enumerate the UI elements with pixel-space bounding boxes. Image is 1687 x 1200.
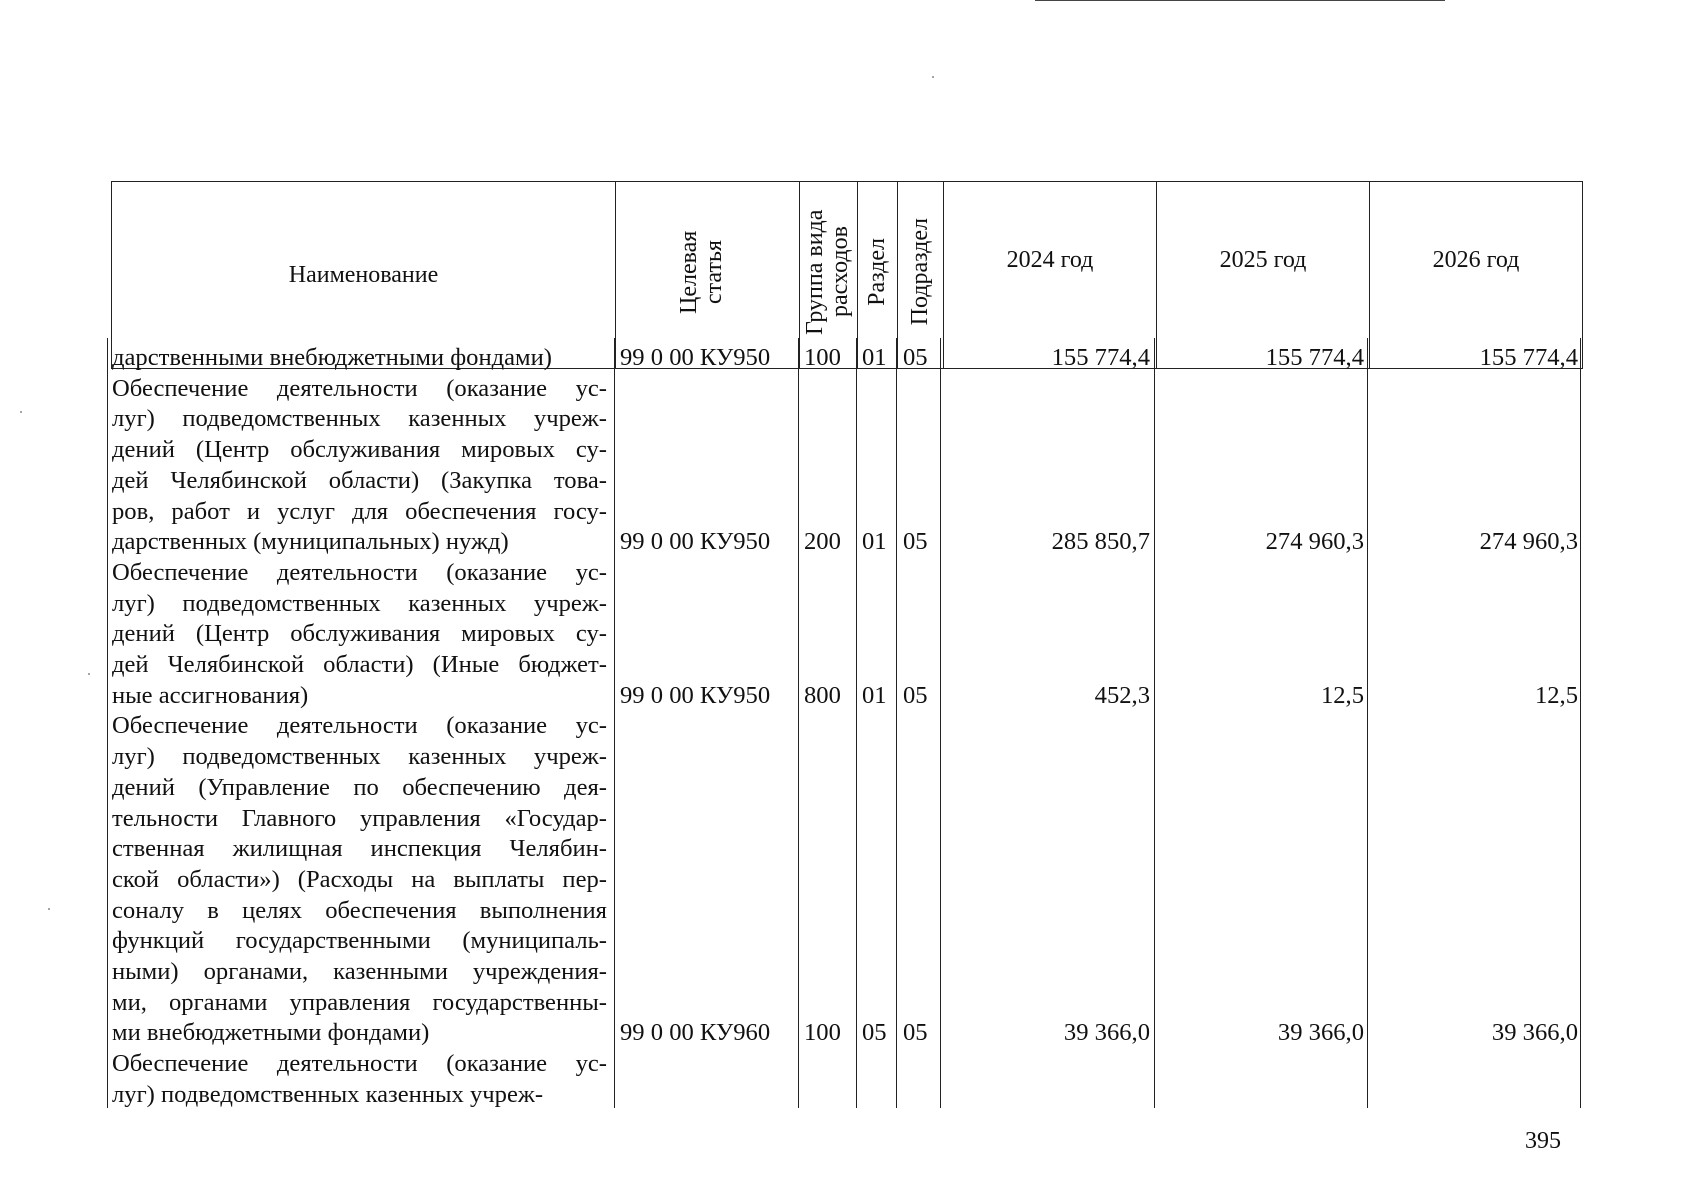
- cell-year-2024: 39 366,0: [1063, 1019, 1150, 1047]
- cell-target-article: 99 0 00 КУ950: [620, 681, 771, 709]
- cell-expense-group: 100: [804, 344, 841, 371]
- cell-target-article: 99 0 00 КУ950: [620, 528, 771, 556]
- row-name: [112, 374, 607, 558]
- name-line: луг) подведомственных казенных учреж-: [112, 405, 607, 433]
- cell-section: 05: [862, 1019, 887, 1047]
- cell-year-2025: 155 774,4: [1265, 344, 1364, 371]
- cell-expense-group: 100: [804, 1019, 841, 1047]
- column-border: [1367, 338, 1368, 1108]
- name-line: Обеспечение деятельности (оказание ус-: [112, 374, 607, 402]
- name-line: Обеспечение деятельности (оказание ус-: [112, 558, 607, 586]
- name-line: дений (Центр обслуживания мировых су-: [112, 620, 607, 648]
- header-expense-group: Группа вида расходов: [800, 182, 858, 369]
- column-border: [896, 338, 897, 1108]
- header-year-2026: 2026 год: [1370, 182, 1583, 369]
- cell-year-2024: 452,3: [1094, 681, 1150, 709]
- name-line: функций государственными (муниципаль-: [112, 927, 607, 955]
- cell-expense-group: 800: [804, 681, 841, 709]
- cell-year-2026: 155 774,4: [1479, 344, 1578, 371]
- name-line: ные ассигнования): [112, 681, 309, 709]
- cell-year-2025: 12,5: [1320, 681, 1364, 709]
- column-border: [940, 338, 941, 1108]
- name-line: тельности Главного управления «Государ-: [112, 804, 607, 832]
- name-line: дарственных (муниципальных) нужд): [112, 528, 509, 556]
- row-name: [112, 1049, 607, 1110]
- name-line: ми, органами управления государственны-: [112, 988, 607, 1016]
- row-name: [112, 343, 607, 374]
- name-line: ми внебюджетными фондами): [112, 1019, 430, 1047]
- row-name: [112, 558, 607, 712]
- cell-subsection: 05: [903, 344, 928, 371]
- cell-year-2026: 274 960,3: [1479, 528, 1578, 556]
- name-line: дей Челябинской области) (Закупка това-: [112, 466, 607, 494]
- scan-speck: [932, 76, 934, 78]
- header-target-article: Целевая статья: [616, 182, 800, 369]
- cell-target-article: 99 0 00 КУ960: [620, 1019, 771, 1047]
- column-border: [614, 338, 615, 1108]
- name-line: ственная жилищная инспекция Челябин-: [112, 835, 607, 863]
- name-line: луг) подведомственных казенных учреж-: [112, 1080, 544, 1108]
- name-line: ными) органами, казенными учреждения-: [112, 958, 607, 986]
- top-rule: [1035, 0, 1445, 1]
- name-line: ров, работ и услуг для обеспечения госу-: [112, 497, 607, 525]
- scan-speck: [20, 411, 22, 413]
- column-border: [1154, 338, 1155, 1108]
- header-subsection: Подраздел: [898, 182, 944, 369]
- cell-year-2025: 39 366,0: [1277, 1019, 1364, 1047]
- header-section: Раздел: [858, 182, 898, 369]
- cell-year-2025: 274 960,3: [1265, 528, 1364, 556]
- column-border: [1580, 338, 1581, 1108]
- name-line: ской области») (Расходы на выплаты пер-: [112, 865, 607, 893]
- scan-speck: [88, 673, 90, 675]
- name-line: дей Челябинской области) (Иные бюджет-: [112, 651, 607, 678]
- cell-subsection: 05: [903, 681, 928, 709]
- name-line: луг) подведомственных казенных учреж-: [112, 589, 607, 617]
- name-line: Обеспечение деятельности (оказание ус-: [112, 712, 607, 740]
- cell-subsection: 05: [903, 528, 928, 556]
- cell-section: 01: [862, 681, 887, 709]
- cell-section: 01: [862, 528, 887, 556]
- cell-year-2024: 155 774,4: [1051, 344, 1150, 371]
- name-line: луг) подведомственных казенных учреж-: [112, 743, 607, 771]
- cell-section: 01: [862, 344, 887, 371]
- name-line: дений (Центр обслуживания мировых су-: [112, 436, 607, 464]
- name-line: Обеспечение деятельности (оказание ус-: [112, 1050, 607, 1078]
- table-header: [111, 181, 1583, 369]
- row-name: [112, 711, 607, 1049]
- cell-year-2026: 39 366,0: [1491, 1019, 1578, 1047]
- cell-target-article: 99 0 00 КУ950: [620, 344, 771, 371]
- column-border: [107, 338, 108, 1108]
- cell-year-2024: 285 850,7: [1051, 528, 1150, 556]
- cell-year-2026: 12,5: [1534, 681, 1578, 709]
- scan-speck: [48, 908, 50, 910]
- header-year-2024: 2024 год: [944, 182, 1157, 369]
- name-line: дений (Управление по обеспечению дея-: [112, 773, 607, 801]
- cell-subsection: 05: [903, 1019, 928, 1047]
- name-line: дарственными внебюджетными фондами): [112, 344, 552, 371]
- cell-expense-group: 200: [804, 528, 841, 556]
- header-year-2025: 2025 год: [1157, 182, 1370, 369]
- column-border: [798, 338, 799, 1108]
- name-line: соналу в целях обеспечения выполнения: [112, 896, 607, 924]
- page-number: 395: [1525, 1128, 1561, 1154]
- column-border: [856, 338, 857, 1108]
- header-name: Наименование: [112, 182, 616, 369]
